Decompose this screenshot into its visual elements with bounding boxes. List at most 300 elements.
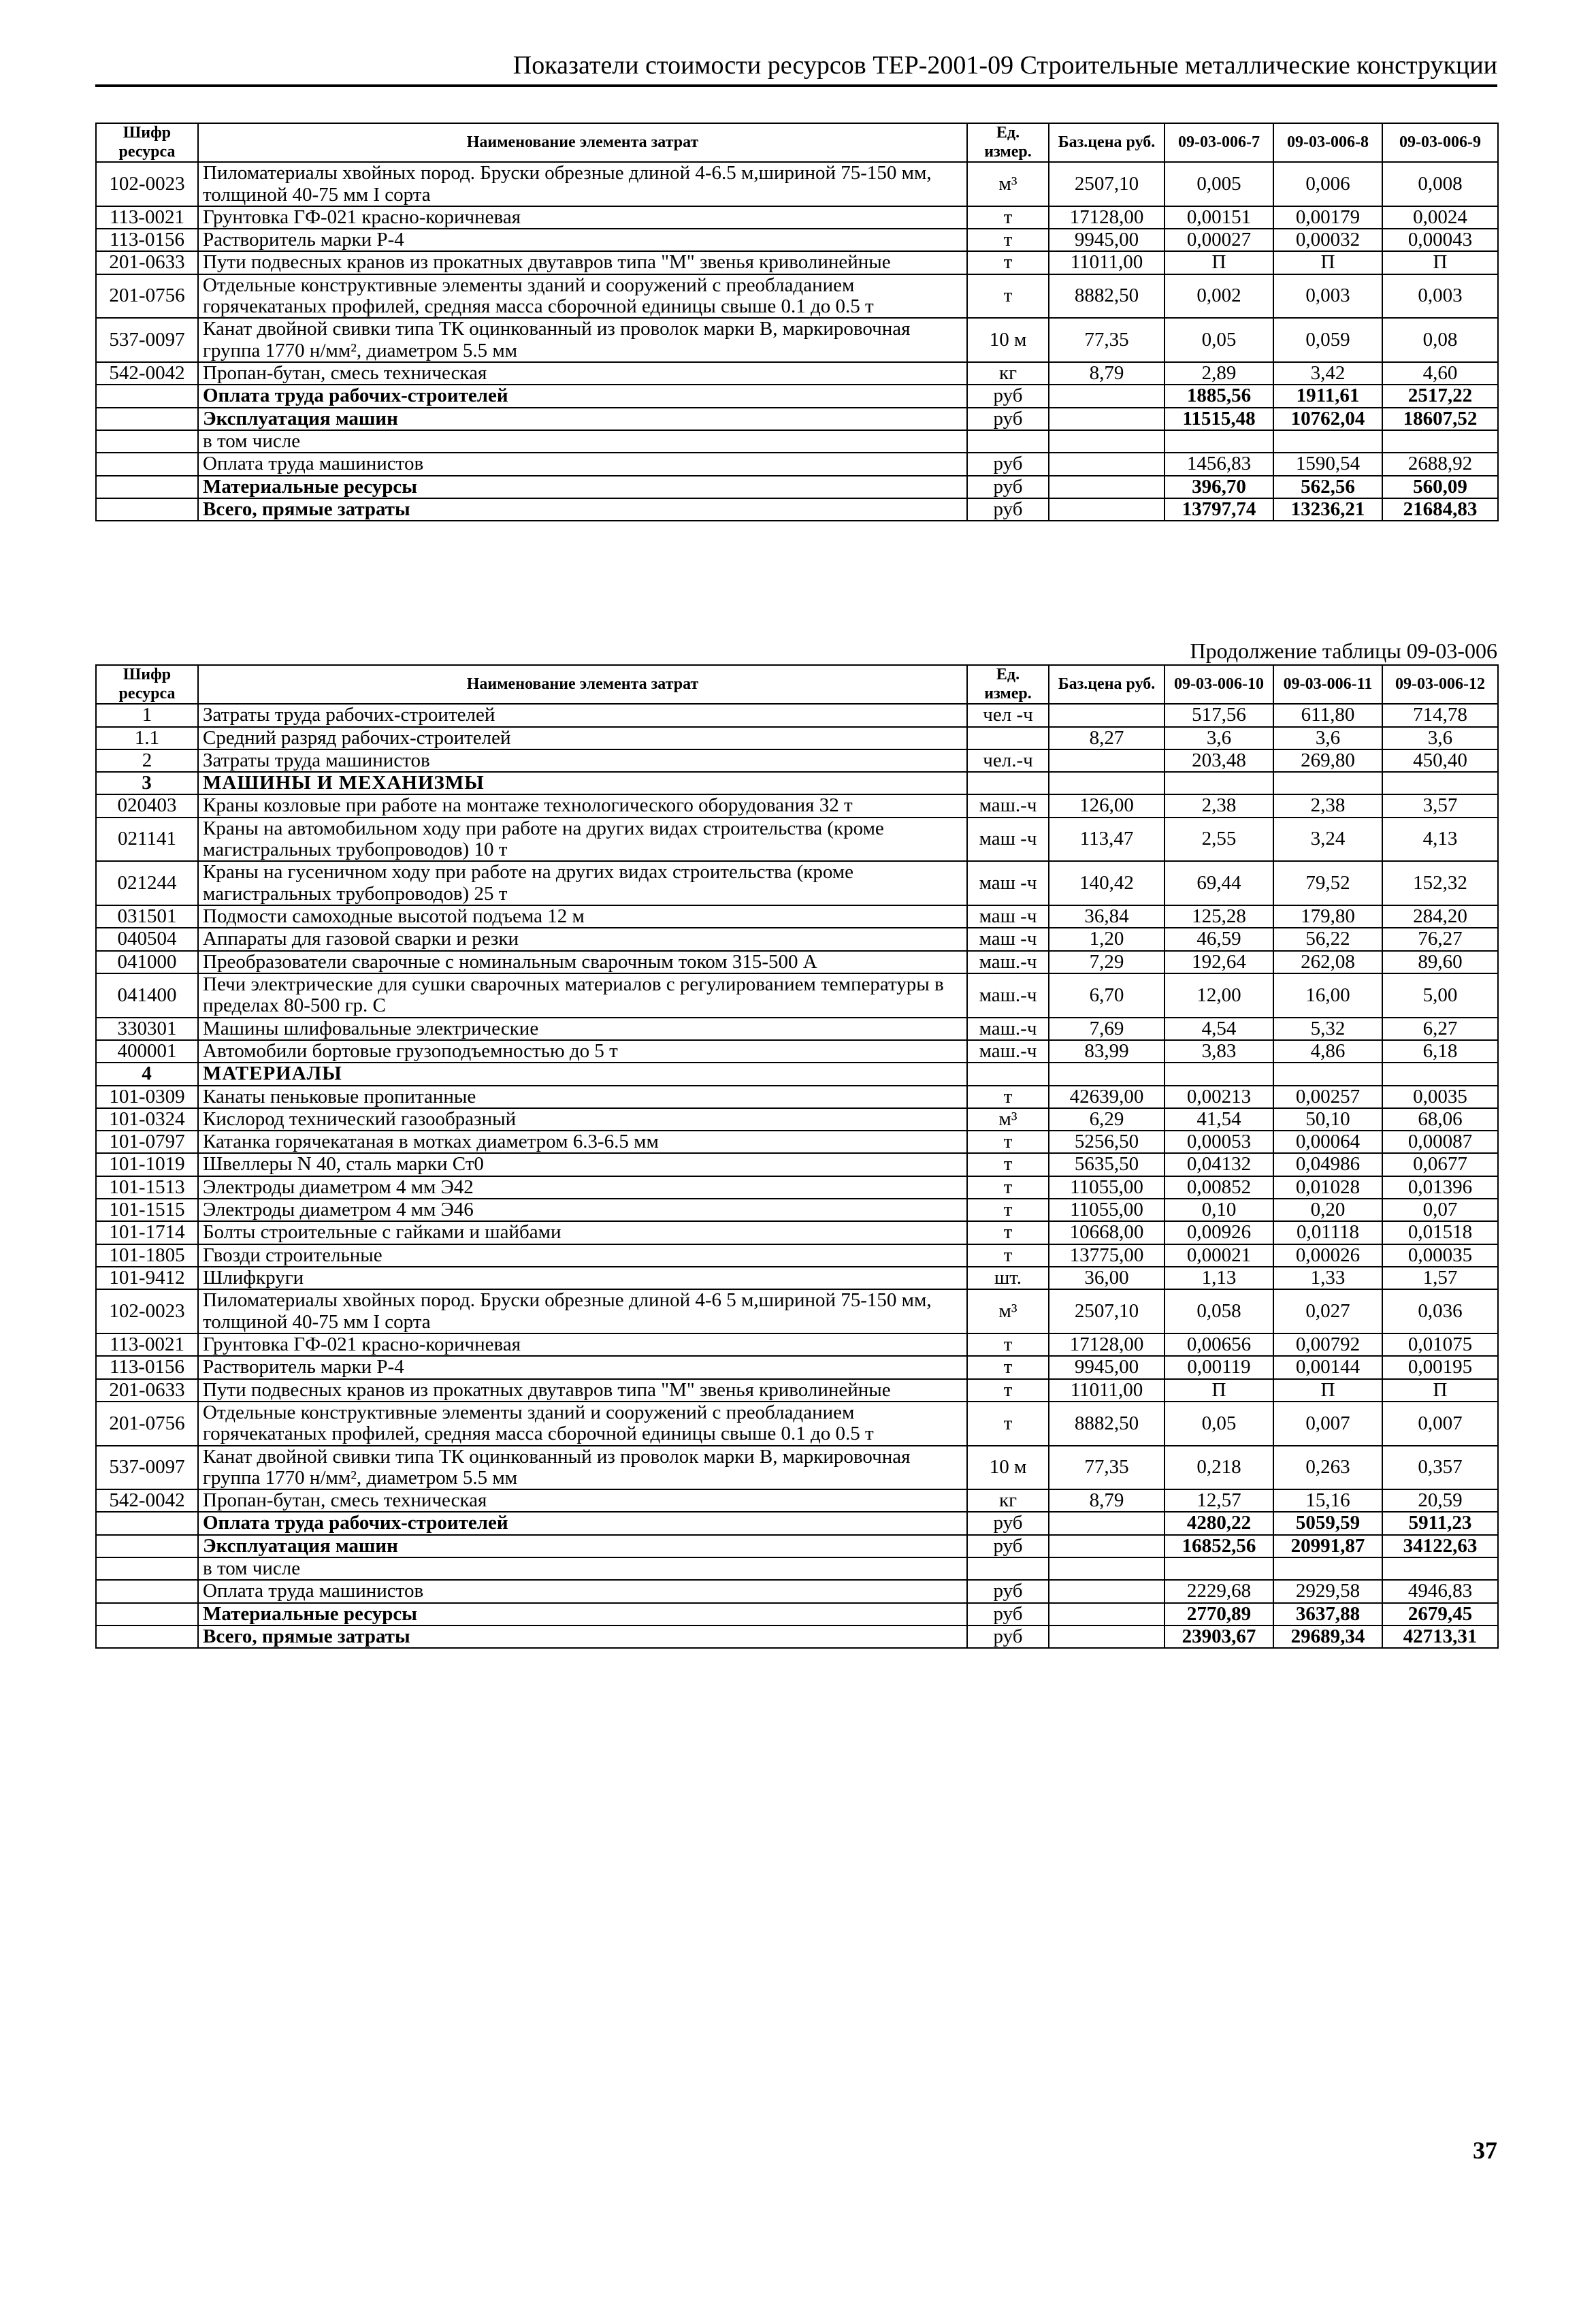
unit: чел -ч [967, 704, 1049, 726]
resource-name: Гвозди строительные [198, 1244, 967, 1267]
norm-value: 0,00656 [1165, 1333, 1273, 1356]
table-row [96, 727, 1498, 749]
summary-value: 5911,23 [1382, 1512, 1498, 1534]
norm-value: 0,00119 [1165, 1356, 1273, 1378]
table-row [96, 362, 1498, 385]
unit: т [967, 251, 1049, 274]
norm-value: 0,00021 [1165, 1244, 1273, 1267]
base-price [1049, 704, 1165, 726]
summary-label: Всего, прямые затраты [198, 1625, 967, 1648]
resource-code: 101-0324 [96, 1108, 198, 1131]
table-row [96, 1244, 1498, 1267]
summary-row [96, 1625, 1498, 1648]
table-row [96, 1267, 1498, 1289]
unit: руб [967, 1625, 1049, 1648]
resource-name: Болты строительные с гайками и шайбами [198, 1221, 967, 1244]
summary-row [96, 385, 1498, 407]
resource-code: 041400 [96, 973, 198, 1018]
unit [967, 727, 1049, 749]
resource-code: 102-0023 [96, 1289, 198, 1333]
norm-value: 0,00026 [1273, 1244, 1382, 1267]
unit: шт. [967, 1267, 1049, 1289]
resource-code: 020403 [96, 794, 198, 817]
norm-value: 0,01118 [1273, 1221, 1382, 1244]
resource-name: МАШИНЫ И МЕХАНИЗМЫ [198, 772, 967, 794]
resource-name: Шлифкруги [198, 1267, 967, 1289]
norm-value [1273, 1063, 1382, 1085]
resource-name: Канат двойной свивки типа ТК оцинкованный из проволок марки В, маркировочная группа 1770 н/мм², диаметром 5.5 мм [198, 318, 967, 362]
base-price: 17128,00 [1049, 206, 1165, 229]
unit: руб [967, 1512, 1049, 1534]
col-header-name: Наименование элемента затрат [198, 123, 967, 162]
norm-value: 16,00 [1273, 973, 1382, 1018]
summary-value: 18607,52 [1382, 408, 1498, 430]
col-header-name: Наименование элемента затрат [198, 665, 967, 704]
table-row [96, 861, 1498, 905]
norm-value: 4,60 [1382, 362, 1498, 385]
resource-code: 101-1513 [96, 1176, 198, 1199]
norm-value: 69,44 [1165, 861, 1273, 905]
norm-value: 0,059 [1273, 318, 1382, 362]
col-header-price: Баз.цена руб. [1049, 665, 1165, 704]
resource-name: Средний разряд рабочих-строителей [198, 727, 967, 749]
norm-value: 0,00087 [1382, 1131, 1498, 1153]
base-price: 5635,50 [1049, 1153, 1165, 1176]
norm-value: 4,54 [1165, 1018, 1273, 1040]
resource-code: 201-0756 [96, 1402, 198, 1446]
norm-value: 41,54 [1165, 1108, 1273, 1131]
norm-value: 284,20 [1382, 905, 1498, 928]
col-header-norm-11: 09-03-006-11 [1273, 665, 1382, 704]
resource-name: Краны на гусеничном ходу при работе на других видах строительства (кроме магистральных трубопроводов) 25 т [198, 861, 967, 905]
empty-cell [1049, 453, 1165, 475]
resource-code: 3 [96, 772, 198, 794]
table-row [96, 318, 1498, 362]
base-price: 7,69 [1049, 1018, 1165, 1040]
norm-value: 0,00032 [1273, 229, 1382, 251]
norm-value: 0,058 [1165, 1289, 1273, 1333]
resource-name: Пути подвесных кранов из прокатных двутавров типа "М" звенья криволинейные [198, 1379, 967, 1402]
table-row [96, 1108, 1498, 1131]
table-row [96, 1086, 1498, 1108]
unit: руб [967, 385, 1049, 407]
unit: чел.-ч [967, 749, 1049, 772]
norm-value: 269,80 [1273, 749, 1382, 772]
unit: маш -ч [967, 818, 1049, 862]
resource-name: Затраты труда машинистов [198, 749, 967, 772]
resource-name: Пиломатериалы хвойных пород. Бруски обрезные длиной 4-6 5 м,шириной 75-150 мм, толщиной 40-75 мм I сорта [198, 1289, 967, 1333]
unit: руб [967, 1580, 1049, 1602]
summary-value: 562,56 [1273, 476, 1382, 498]
summary-row [96, 498, 1498, 521]
resource-name: Канат двойной свивки типа ТК оцинкованный из проволок марки В, маркировочная группа 1770 н/мм², диаметром 5.5 мм [198, 1446, 967, 1490]
page-header: Показатели стоимости ресурсов ТЕР-2001-09 Строительные металлические конструкции [512, 51, 1497, 80]
resource-code: 102-0023 [96, 162, 198, 206]
norm-value [1165, 772, 1273, 794]
unit [967, 430, 1049, 453]
summary-value: 1590,54 [1273, 453, 1382, 475]
resource-code: 040504 [96, 928, 198, 950]
norm-value: 714,78 [1382, 704, 1498, 726]
norm-value: 0,008 [1382, 162, 1498, 206]
col-header-norm-10: 09-03-006-10 [1165, 665, 1273, 704]
empty-cell [96, 476, 198, 498]
summary-value: 2929,58 [1273, 1580, 1382, 1602]
resource-code: 330301 [96, 1018, 198, 1040]
col-header-unit: Ед. измер. [967, 665, 1049, 704]
resource-name: Швеллеры N 40, сталь марки Ст0 [198, 1153, 967, 1176]
base-price: 11011,00 [1049, 251, 1165, 274]
resource-table-1 [95, 123, 1499, 521]
norm-value: 0,005 [1165, 162, 1273, 206]
norm-value: П [1273, 1379, 1382, 1402]
unit: кг [967, 1489, 1049, 1512]
summary-value [1382, 1557, 1498, 1580]
resource-name: Преобразователи сварочные с номинальным сварочным током 315-500 А [198, 951, 967, 973]
unit: руб [967, 408, 1049, 430]
summary-value: 16852,56 [1165, 1535, 1273, 1557]
resource-name: Растворитель марки Р-4 [198, 1356, 967, 1378]
table-row [96, 162, 1498, 206]
table-row [96, 1289, 1498, 1333]
empty-cell [96, 408, 198, 430]
table-row [96, 251, 1498, 274]
base-price: 11011,00 [1049, 1379, 1165, 1402]
unit: кг [967, 362, 1049, 385]
unit: руб [967, 453, 1049, 475]
resource-code: 021141 [96, 818, 198, 862]
summary-label: Оплата труда рабочих-строителей [198, 385, 967, 407]
norm-value: 1,57 [1382, 1267, 1498, 1289]
base-price: 2507,10 [1049, 162, 1165, 206]
unit: т [967, 1356, 1049, 1378]
table-row [96, 1446, 1498, 1490]
norm-value: 0,05 [1165, 1402, 1273, 1446]
summary-value: 13797,74 [1165, 498, 1273, 521]
resource-code: 113-0021 [96, 1333, 198, 1356]
empty-cell [1049, 1625, 1165, 1648]
unit [967, 772, 1049, 794]
table-row [96, 1333, 1498, 1356]
norm-value: П [1165, 1379, 1273, 1402]
resource-code: 201-0756 [96, 274, 198, 319]
unit: м³ [967, 1108, 1049, 1131]
unit: руб [967, 498, 1049, 521]
base-price: 6,70 [1049, 973, 1165, 1018]
norm-value: 0,20 [1273, 1199, 1382, 1221]
norm-value: П [1382, 251, 1498, 274]
table-row [96, 1356, 1498, 1378]
norm-value: 0,04132 [1165, 1153, 1273, 1176]
unit: т [967, 1333, 1049, 1356]
resource-code: 201-0633 [96, 251, 198, 274]
empty-cell [96, 1603, 198, 1625]
unit: руб [967, 1603, 1049, 1625]
col-header-norm-12: 09-03-006-12 [1382, 665, 1498, 704]
norm-value: 12,00 [1165, 973, 1273, 1018]
norm-value: 0,00035 [1382, 1244, 1498, 1267]
empty-cell [96, 385, 198, 407]
table-row [96, 928, 1498, 950]
empty-cell [1049, 498, 1165, 521]
continuation-label: Продолжение таблицы 09-03-006 [1190, 638, 1497, 663]
table-row [96, 951, 1498, 973]
base-price: 140,42 [1049, 861, 1165, 905]
base-price: 11055,00 [1049, 1176, 1165, 1199]
unit: т [967, 1379, 1049, 1402]
base-price: 8882,50 [1049, 1402, 1165, 1446]
base-price: 1,20 [1049, 928, 1165, 950]
norm-value: 0,00064 [1273, 1131, 1382, 1153]
base-price: 6,29 [1049, 1108, 1165, 1131]
empty-cell [1049, 476, 1165, 498]
norm-value: 192,64 [1165, 951, 1273, 973]
base-price: 83,99 [1049, 1040, 1165, 1063]
unit: т [967, 229, 1049, 251]
norm-value: П [1273, 251, 1382, 274]
norm-value: 450,40 [1382, 749, 1498, 772]
resource-name: Грунтовка ГФ-021 красно-коричневая [198, 206, 967, 229]
base-price: 77,35 [1049, 318, 1165, 362]
norm-value: 3,57 [1382, 794, 1498, 817]
summary-value: 2229,68 [1165, 1580, 1273, 1602]
summary-label: Всего, прямые затраты [198, 498, 967, 521]
norm-value: 0,00043 [1382, 229, 1498, 251]
norm-value: 0,04986 [1273, 1153, 1382, 1176]
empty-cell [96, 498, 198, 521]
unit: маш.-ч [967, 951, 1049, 973]
unit: т [967, 1086, 1049, 1108]
table-row [96, 905, 1498, 928]
summary-row [96, 1557, 1498, 1580]
empty-cell [1049, 1557, 1165, 1580]
norm-value: 203,48 [1165, 749, 1273, 772]
summary-value: 34122,63 [1382, 1535, 1498, 1557]
summary-value: 3637,88 [1273, 1603, 1382, 1625]
norm-value: 2,89 [1165, 362, 1273, 385]
norm-value: 20,59 [1382, 1489, 1498, 1512]
table-row [96, 1379, 1498, 1402]
unit: 10 м [967, 318, 1049, 362]
base-price [1049, 1063, 1165, 1085]
table-row [96, 229, 1498, 251]
resource-code: 113-0156 [96, 229, 198, 251]
unit: т [967, 206, 1049, 229]
table-row [96, 1489, 1498, 1512]
resource-code: 101-9412 [96, 1267, 198, 1289]
resource-name: Пропан-бутан, смесь техническая [198, 1489, 967, 1512]
resource-code: 542-0042 [96, 362, 198, 385]
unit: т [967, 1176, 1049, 1199]
resource-code: 101-1805 [96, 1244, 198, 1267]
norm-value: 0,00926 [1165, 1221, 1273, 1244]
empty-cell [1049, 1603, 1165, 1625]
resource-code: 537-0097 [96, 1446, 198, 1490]
resource-code: 031501 [96, 905, 198, 928]
table-row [96, 794, 1498, 817]
norm-value: 0,0035 [1382, 1086, 1498, 1108]
summary-row [96, 476, 1498, 498]
resource-code: 101-1515 [96, 1199, 198, 1221]
base-price [1049, 772, 1165, 794]
summary-value: 2679,45 [1382, 1603, 1498, 1625]
summary-label: Эксплуатация машин [198, 408, 967, 430]
norm-value: 56,22 [1273, 928, 1382, 950]
resource-name: Кислород технический газообразный [198, 1108, 967, 1131]
summary-value [1273, 1557, 1382, 1580]
norm-value: 611,80 [1273, 704, 1382, 726]
resource-code: 537-0097 [96, 318, 198, 362]
base-price: 8,27 [1049, 727, 1165, 749]
summary-value: 1885,56 [1165, 385, 1273, 407]
unit [967, 1063, 1049, 1085]
table-row [96, 1221, 1498, 1244]
unit: руб [967, 1535, 1049, 1557]
norm-value: 0,00195 [1382, 1356, 1498, 1378]
norm-value: 0,218 [1165, 1446, 1273, 1490]
norm-value: 3,6 [1382, 727, 1498, 749]
unit: т [967, 1244, 1049, 1267]
norm-value: 0,027 [1273, 1289, 1382, 1333]
summary-row [96, 408, 1498, 430]
table-row [96, 818, 1498, 862]
base-price: 126,00 [1049, 794, 1165, 817]
summary-value: 2517,22 [1382, 385, 1498, 407]
unit: т [967, 1131, 1049, 1153]
norm-value: 3,6 [1165, 727, 1273, 749]
norm-value: 4,86 [1273, 1040, 1382, 1063]
header-rule [95, 84, 1497, 87]
resource-name: Катанка горячекатаная в мотках диаметром 6.3-6.5 мм [198, 1131, 967, 1153]
norm-value: 79,52 [1273, 861, 1382, 905]
norm-value: 0,0024 [1382, 206, 1498, 229]
unit [967, 1557, 1049, 1580]
norm-value: 0,007 [1273, 1402, 1382, 1446]
norm-value: 6,27 [1382, 1018, 1498, 1040]
table-row [96, 1018, 1498, 1040]
empty-cell [96, 1557, 198, 1580]
norm-value: 6,18 [1382, 1040, 1498, 1063]
unit: маш -ч [967, 905, 1049, 928]
norm-value: 0,006 [1273, 162, 1382, 206]
table-row [96, 1176, 1498, 1199]
norm-value: 0,05 [1165, 318, 1273, 362]
norm-value: 5,32 [1273, 1018, 1382, 1040]
resource-code: 2 [96, 749, 198, 772]
col-header-price: Баз.цена руб. [1049, 123, 1165, 162]
unit: м³ [967, 1289, 1049, 1333]
summary-value: 2770,89 [1165, 1603, 1273, 1625]
table-header-row [96, 123, 1498, 162]
summary-row [96, 430, 1498, 453]
resource-code: 201-0633 [96, 1379, 198, 1402]
col-header-norm-9: 09-03-006-9 [1382, 123, 1498, 162]
norm-value: 0,07 [1382, 1199, 1498, 1221]
norm-value: 2,55 [1165, 818, 1273, 862]
summary-value [1165, 430, 1273, 453]
base-price: 9945,00 [1049, 1356, 1165, 1378]
norm-value: 517,56 [1165, 704, 1273, 726]
norm-value: 3,24 [1273, 818, 1382, 862]
base-price: 77,35 [1049, 1446, 1165, 1490]
base-price: 36,00 [1049, 1267, 1165, 1289]
resource-code: 1.1 [96, 727, 198, 749]
table-row [96, 1131, 1498, 1153]
summary-label: в том числе [198, 430, 967, 453]
table-header-row [96, 665, 1498, 704]
base-price: 8,79 [1049, 1489, 1165, 1512]
resource-code: 021244 [96, 861, 198, 905]
summary-label: Материальные ресурсы [198, 1603, 967, 1625]
norm-value: 5,00 [1382, 973, 1498, 1018]
resource-code: 113-0156 [96, 1356, 198, 1378]
norm-value: 0,00792 [1273, 1333, 1382, 1356]
norm-value: 0,00213 [1165, 1086, 1273, 1108]
empty-cell [96, 1580, 198, 1602]
base-price: 11055,00 [1049, 1199, 1165, 1221]
table-row [96, 274, 1498, 319]
resource-name: Пути подвесных кранов из прокатных двутавров типа "М" звенья криволинейные [198, 251, 967, 274]
norm-value: 1,33 [1273, 1267, 1382, 1289]
summary-value: 4280,22 [1165, 1512, 1273, 1534]
resource-code: 113-0021 [96, 206, 198, 229]
summary-value: 11515,48 [1165, 408, 1273, 430]
base-price: 42639,00 [1049, 1086, 1165, 1108]
norm-value: 0,00257 [1273, 1086, 1382, 1108]
col-header-unit: Ед. измер. [967, 123, 1049, 162]
resource-name: Отдельные конструктивные элементы зданий и сооружений с преобладанием горячекатаных профилей, средняя масса сборочной единицы свыше 0.1 до 0.5 т [198, 274, 967, 319]
summary-value: 20991,87 [1273, 1535, 1382, 1557]
col-header-code: Шифр ресурса [96, 123, 198, 162]
norm-value: 0,00053 [1165, 1131, 1273, 1153]
norm-value: 46,59 [1165, 928, 1273, 950]
norm-value: 179,80 [1273, 905, 1382, 928]
norm-value: 125,28 [1165, 905, 1273, 928]
norm-value: 3,42 [1273, 362, 1382, 385]
resource-code: 4 [96, 1063, 198, 1085]
resource-name: Растворитель марки Р-4 [198, 229, 967, 251]
norm-value [1165, 1063, 1273, 1085]
empty-cell [1049, 385, 1165, 407]
norm-value: 0,00027 [1165, 229, 1273, 251]
summary-value: 23903,67 [1165, 1625, 1273, 1648]
norm-value: 0,003 [1382, 274, 1498, 319]
resource-code: 101-1714 [96, 1221, 198, 1244]
summary-row [96, 1512, 1498, 1534]
norm-value: 0,0677 [1382, 1153, 1498, 1176]
base-price: 36,84 [1049, 905, 1165, 928]
unit: маш -ч [967, 928, 1049, 950]
norm-value: 0,003 [1273, 274, 1382, 319]
section-row [96, 1063, 1498, 1085]
empty-cell [1049, 1535, 1165, 1557]
norm-value: 0,00151 [1165, 206, 1273, 229]
summary-value: 1456,83 [1165, 453, 1273, 475]
resource-code: 101-1019 [96, 1153, 198, 1176]
norm-value: 0,01396 [1382, 1176, 1498, 1199]
resource-name: Машины шлифовальные электрические [198, 1018, 967, 1040]
col-header-norm-7: 09-03-006-7 [1165, 123, 1273, 162]
base-price: 8882,50 [1049, 274, 1165, 319]
unit: т [967, 1221, 1049, 1244]
summary-row [96, 1603, 1498, 1625]
summary-value: 560,09 [1382, 476, 1498, 498]
norm-value: 0,00179 [1273, 206, 1382, 229]
summary-label: в том числе [198, 1557, 967, 1580]
summary-value: 29689,34 [1273, 1625, 1382, 1648]
resource-name: Краны козловые при работе на монтаже технологического оборудования 32 т [198, 794, 967, 817]
table-row [96, 704, 1498, 726]
